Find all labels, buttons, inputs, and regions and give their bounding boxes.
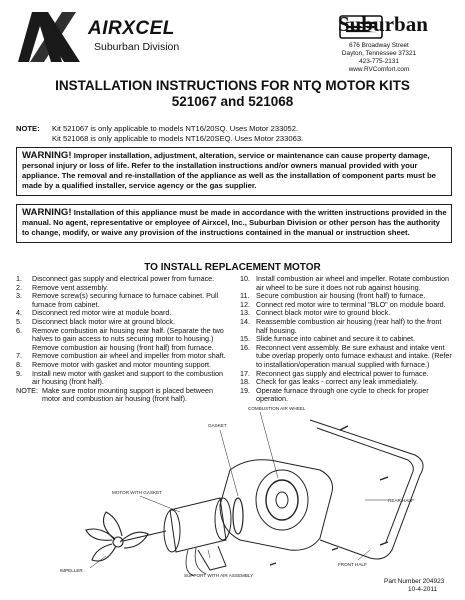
step-text: Disconnect red motor wire at module board. [32, 308, 172, 318]
airxcel-brand-name: AIRXCEL [88, 18, 175, 39]
step-text: Slide furnace into cabinet and secure it to cabinet. [256, 334, 416, 344]
section-title: TO INSTALL REPLACEMENT MOTOR [144, 262, 321, 273]
document-subtitle: 521067 and 521068 [171, 94, 294, 109]
label-rear-half: REAR HALF [388, 498, 414, 503]
step-number: 6. [16, 325, 22, 335]
step-number: 3. [16, 291, 22, 301]
label-combustion-air-wheel: COMBUSTION AIR WHEEL [248, 406, 306, 411]
step-number: 5. [16, 316, 22, 326]
steps-column-left [16, 275, 231, 404]
step-number: 1. [16, 274, 22, 283]
step-text: Reconnect vent assembly. Be sure exhaust and intake vent tube overlap properly onto furnace exhaust and intake. (Refer to installation/operation manual supplied with furnace.) [256, 342, 452, 369]
step-text: Install combustion air wheel and impeller. Rotate combustion air wheel to be sure it does not rub against housing. [256, 274, 449, 292]
step-number: 8. [16, 359, 22, 369]
motor-gasket [233, 498, 243, 534]
step-text: Remove combustion air housing (front half) from furnace. [32, 342, 214, 352]
warning-box-authority [16, 204, 452, 243]
address-street: 676 Broadway Street [349, 42, 409, 49]
label-gasket: GASKET [208, 423, 227, 428]
address-website: www.RVComfort.com [348, 66, 410, 73]
step-number: 14. [240, 316, 250, 326]
step-text: Remove combustion air housing rear half. (Separate the two halves to gain access to nuts securing motor to housing.) [32, 325, 224, 344]
warning-text: Installation of this appliance must be made in accordance with the written instructions provided in the manual. No agent, representative or employee of Airxcel, Inc., Suburban Division or other person has the authority to change, modify, or waive any provision of the instructions contained in the manual or instruction sheet. [22, 208, 447, 237]
step-note-text: Make sure motor mounting support is placed between motor and combustion air housing (front half). [42, 385, 213, 404]
address-city: Dayton, Tennessee 37321 [341, 50, 417, 57]
impeller-blades [86, 512, 148, 561]
step-note-label: NOTE: [16, 385, 38, 395]
step-text: Connect red motor wire to terminal "BLO" on module board. [256, 299, 446, 309]
step-number: 7. [16, 351, 22, 361]
step-text: Reassemble combustion air housing (rear half) to the front half housing. [256, 316, 442, 335]
motor-support [198, 546, 226, 570]
step-text: Remove combustion air wheel and impeller from motor shaft. [32, 351, 226, 361]
address-phone: 423-775-2131 [359, 58, 399, 65]
step-item [240, 275, 452, 292]
kit-applicability-note [16, 124, 303, 143]
front-half-housing [220, 460, 333, 550]
note-label: NOTE: [16, 124, 40, 133]
document-title: INSTALLATION INSTRUCTIONS FOR NTQ MOTOR KITS [55, 78, 410, 93]
warning-box-installation [16, 147, 452, 196]
step-number: 2. [16, 282, 22, 292]
combustion-air-wheel [266, 480, 298, 520]
step-item [240, 318, 452, 335]
step-item [16, 327, 231, 344]
step-number: 11. [240, 291, 250, 301]
exploded-motor-diagram [20, 400, 440, 580]
part-number: Part Number 204923 [384, 578, 445, 585]
label-front-half: FRONT HALF [338, 562, 367, 567]
step-text: Reconnect gas supply and electrical power to furnace. [256, 368, 429, 378]
step-number: 12. [240, 299, 250, 309]
step-item [16, 292, 231, 309]
step-number: 15. [240, 334, 250, 344]
label-support: SUPPORT WITH AIR ASSEMBLY [184, 573, 254, 578]
step-number: 10. [240, 274, 250, 283]
steps-column-right [240, 275, 452, 404]
label-motor-with-gasket: MOTOR WITH GASKET [112, 490, 162, 495]
step-item [16, 370, 231, 387]
document-date: 10-4-2011 [408, 586, 438, 593]
step-text: Remove vent assembly. [32, 282, 109, 292]
step-number: 19. [240, 385, 250, 395]
step-text: Disconnect black motor wire at ground block. [32, 316, 176, 326]
step-text: Operate furnace through one cycle to check for proper operation. [256, 385, 429, 404]
step-text: Install new motor with gasket and support to the combustion air housing (front half). [32, 368, 223, 387]
step-text: Check for gas leaks - correct any leak immediately. [256, 377, 419, 387]
step-number: 9. [16, 368, 22, 378]
step-number: 16. [240, 342, 250, 352]
suburban-brand-name: Suburban [338, 12, 428, 36]
step-text: Remove motor with gasket and motor mounting support. [32, 359, 211, 369]
step-text: Secure combustion air housing (front half) to furnace. [256, 291, 426, 301]
step-text: Connect black motor wire to ground block. [256, 308, 391, 318]
part-number-block [384, 578, 444, 594]
step-item [240, 344, 452, 370]
step-number: 13. [240, 308, 250, 318]
step-number: 4. [16, 308, 22, 318]
company-address [304, 42, 454, 74]
step-number: 18. [240, 377, 250, 387]
label-impeller: IMPELLER [60, 568, 83, 573]
note-line-2: Kit 521068 is only applicable to models NT16/20SEQ. Uses Motor 233063. [52, 133, 304, 143]
step-text: Remove screw(s) securing furnace to furnace cabinet. Pull furnace from cabinet. [32, 291, 219, 309]
warning-lead: WARNING! [22, 150, 72, 161]
step-text: Disconnect gas supply and electrical power from furnace. [32, 274, 215, 283]
warning-lead: WARNING! [22, 207, 72, 218]
step-number: 17. [240, 368, 250, 378]
warning-text: Improper installation, adjustment, alteration, service or maintenance can cause property damage, personal injury or loss of life. Refer to the installation instructions and/or owners manual provided with your appliance. The removal and re-installation of the appliance as well as the installation of component parts must be made by a qualified installer, service agency or the gas supplier. [22, 151, 436, 190]
note-line-1: Kit 521067 is only applicable to models NT16/20SQ. Uses Motor 233052. [52, 124, 299, 133]
suburban-division-label: Suburban Division [94, 41, 180, 53]
